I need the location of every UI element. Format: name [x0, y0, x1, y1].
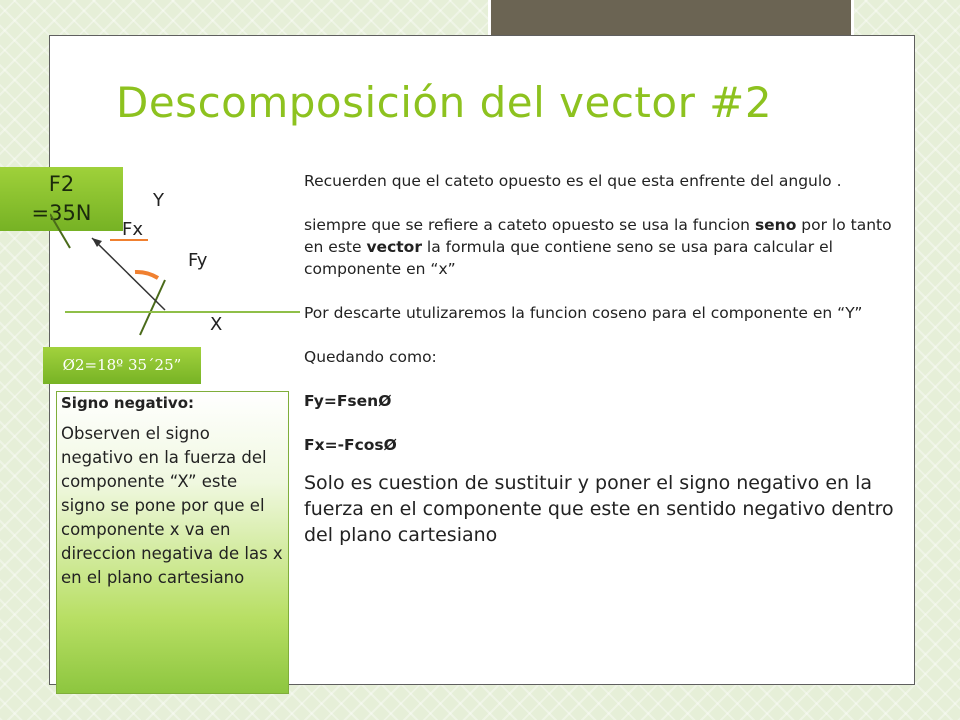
- keyword-vector: vector: [366, 238, 422, 256]
- force-badge-value: =35N: [31, 201, 92, 225]
- negative-sign-note: [56, 391, 289, 694]
- angle-badge: Ø2=18º 35´25”: [43, 347, 201, 384]
- sine-text-start: siempre que se refiere a cateto opuesto se usa la funcion: [304, 216, 755, 234]
- angle-arc-icon: [135, 272, 158, 278]
- formula-fy: Fy=FsenØ: [304, 392, 392, 410]
- force-badge-name: F2: [48, 172, 75, 196]
- axis-label-y: Y: [153, 190, 164, 211]
- axis-label-x: X: [210, 314, 223, 335]
- component-label-fx: Fx: [122, 219, 144, 240]
- paragraph-cosine-usage: Por descarte utulizaremos la funcion coseno para el componente en “Y”: [304, 304, 863, 322]
- explanation-text: [304, 170, 904, 548]
- component-label-fy: Fy: [188, 250, 208, 271]
- paragraph-result-intro: Quedando como:: [304, 348, 437, 366]
- formula-fx: Fx=-FcosØ: [304, 436, 397, 454]
- note-title: Signo negativo:: [61, 394, 194, 412]
- keyword-seno: seno: [754, 216, 797, 234]
- paragraph-opposite-leg: Recuerden que el cateto opuesto es el que esta enfrente del angulo .: [304, 172, 842, 190]
- paragraph-sine-usage: [304, 214, 904, 280]
- sine-text-end: la formula que contiene seno se usa para calcular el componente en “x”: [304, 238, 833, 278]
- slide-title: Descomposición del vector #2: [116, 78, 773, 127]
- vector-diagram: [50, 160, 310, 340]
- note-body: Observen el signo negativo en la fuerza del componente “X” este signo se pone por que el componente x va en direccion negativa de las x en el plano cartesiano: [61, 424, 283, 587]
- force-line-segment: [50, 214, 70, 248]
- closing-paragraph: Solo es cuestion de sustituir y poner el signo negativo en la fuerza en el componente que este en sentido negativo dentro del plano cartesiano: [304, 472, 894, 546]
- sine-text-mid: por lo tanto en este: [304, 216, 892, 256]
